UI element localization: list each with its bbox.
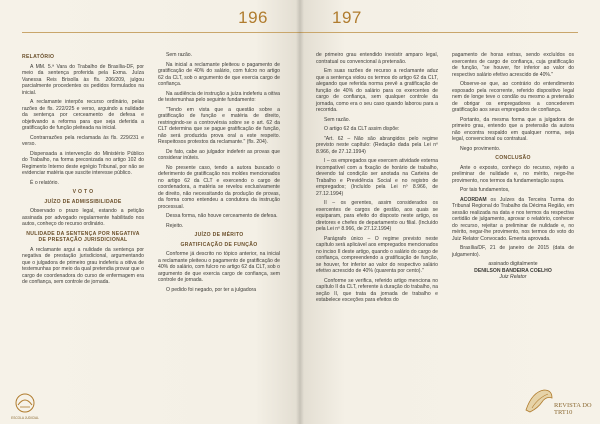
paragraph: De fato, cabe ao julgador indeferir as provas que considerar inúteis. (158, 148, 280, 161)
right-column-1 (316, 52, 438, 307)
heading-admissibilidade: JUÍZO DE ADMISSIBILIDADE (44, 198, 122, 205)
quote-paragraph: "Art. 62 – Não são abrangidos pelo regime previsto neste capítulo: (Redação dada pela Lei nº 8.966, de 27.12.1994) (316, 135, 438, 155)
page-number-left: 196 (238, 8, 268, 27)
paragraph: Nego provimento. (460, 145, 501, 152)
paragraph: Sem razão. (166, 52, 193, 58)
signature-name: DENILSON BANDEIRA COELHO (474, 267, 552, 274)
revista-trt10-logo-icon (522, 384, 556, 418)
paragraph: O artigo 62 da CLT assim dispõe: (324, 126, 400, 132)
signature-label: assinado digitalmente (488, 261, 538, 267)
paragraph: pagamento de horas extras, sendo excluídos os exercentes de cargo de confiança, cuja gratificação de função, "se houver, for inferior ao valor do respectivo salário efetivo acrescido de 40%." (452, 52, 574, 78)
signature-role: Juiz Relator (499, 274, 527, 280)
left-column-2 (158, 52, 280, 296)
paragraph: Observe-se que, ao contrário do entendimento esposado pela recorrente, referido dispositivo legal nem de longe teve o condão ou mesmo a pretensão de obrigar os empregadores a concederem gratificação aos seus empregados de confiança. (452, 81, 574, 113)
heading-gratificacao: GRATIFICAÇÃO DE FUNÇÃO (180, 241, 258, 248)
logo-caption: ESCOLA JUDICIAL (11, 416, 39, 420)
right-page (300, 0, 600, 424)
paragraph: Observado o prazo legal, estando a petição assinada por advogado regularmente habilitado nos autos, conheço do recurso ordinário. (22, 208, 144, 227)
quote-paragraph: "Tendo em vista que a questão sobre a gratificação de função e matéria de direito, restringindo-se a controvérsia sobre se o art. 62 da CLT determina que se pague gratificação de função, não será produzida prova oral a este respeito. Respeitosos protestos da reclamante." (fls. 204). (158, 106, 280, 145)
quote-paragraph: II – os gerentes, assim considerados os exercentes de cargos de gestão, aos quais se equiparam, para efeito do disposto neste artigo, os diretores e chefes de departamento ou filial. (Incluído pela Lei nº 8.966, de 27.12.1994) (316, 200, 438, 232)
paragraph: Contrarrazões pela reclamada às fls. 229/231 e verso. (22, 134, 144, 147)
heading-relatorio: RELATÓRIO (22, 54, 55, 60)
escola-judicial-logo-icon (14, 392, 36, 414)
paragraph: O pedido foi negado, por ter a julgadora (166, 286, 257, 293)
right-column-2 (452, 52, 574, 284)
paragraph: A reclamante interpôs recurso ordinário, pelas razões de fls. 222/225 e verso, arguindo a nulidade da sentença por cerceamento de defesa e objetivando a reforma para que seja deferida a gratificação de função pleiteada na inicial. (22, 99, 144, 131)
heading-voto: V O T O (72, 189, 94, 195)
paragraph: Na inicial a reclamante pleiteou o pagamento de gratificação de 40% do salário, com fulcro no artigo 62 da CLT, sob o argumento de que exercia cargo de confiança. (158, 61, 280, 87)
paragraph: A reclamante argui a nulidade da sentença por negativa de prestação jurisdicional, argumentando que o julgadora de primeiro grau indeferiu a oitiva de testemunhas por meio da qual pretendia provar que o cargo de coordenadora do curso de enfermagem era de confiança, sem controle de jornada. (22, 246, 144, 285)
heading-merito: JUÍZO DE MÉRITO (194, 232, 244, 238)
paragraph: No presente caso, tendo a autora buscado o deferimento de gratificação nos moldes mencionados no artigo 62 da CLT e exercendo o cargo de coordenadora, a matéria se revelou exclusivamente de direito, não necessitando da produção de provas, da forma como entendeu a condutora da instrução processual. (158, 164, 280, 210)
paragraph-acordam (452, 197, 574, 243)
paragraph: Ante o exposto, conheço do recurso, rejeito a preliminar de nulidade e, no mérito, nego-lhe provimento, nos termos da fundamentação supra. (452, 164, 574, 184)
heading-nulidade: NULIDADE DA SENTENÇA POR NEGATIVA DE PRESTAÇÃO JURISDICIONAL (26, 230, 140, 243)
paragraph: Rejeito. (166, 222, 184, 229)
revista-brand: REVISTA DO TRT10 (554, 402, 592, 416)
paragraph: Dessa forma, não houve cerceamento de defesa. (166, 213, 278, 219)
paragraph: Portanto, da mesma forma que a julgadora de primeiro grau, entendo que a pretensão da autora não encontra respaldo em qualquer norma, seja legal, convencional ou contratual. (452, 116, 574, 142)
acordam-text: os Juízes da Terceira Turma do Tribunal Regional do Trabalho da Décima Região, em sessão realizada na data e nos termos da respectiva certidão de julgamento, aprovar o relatório, conhecer do recurso, rejeitar a preliminar de nulidade e, no mérito, negar-lhe provimento, nos termos do voto do Juiz Relator Convocado. Ementa aprovada. (452, 196, 574, 242)
paragraph: Brasília/DF, 21 de janeiro de 2015 (data de julgamento). (452, 245, 574, 258)
gutter-shadow (296, 0, 304, 424)
paragraph: Na audiência de instrução a juíza indeferiu a oitiva de testemunhas pelo seguinte fundamento: (158, 90, 280, 103)
paragraph: Em suas razões de recurso a reclamante aduz que a sentença violou os termos do artigo 62 da CLT, alegando que referida norma prevê a gratificação de função de 40% do salário para os exercentes de cargo de confiança, sem qualquer controle da jornada, como era o seu caso quando laborou para a recorrida. (316, 68, 438, 113)
header-rule-right (300, 32, 578, 33)
page-number-right: 197 (332, 8, 362, 27)
paragraph: Sem razão. (324, 116, 351, 123)
paragraph: Por tais fundamentos, (460, 187, 510, 193)
quote-paragraph: I – os empregados que exercem atividade externa incompatível com a fixação de horário de trabalho, devendo tal condição ser anotada na Carteira de Trabalho e Previdência Social e no registro de empregados; (Incluído pela Lei nº 8.966, de 27.12.1994) (316, 158, 438, 197)
signature-block (452, 261, 574, 281)
quote-paragraph: Parágrafo único – O regime previsto neste capítulo será aplicável aos empregados mencionados no inciso II deste artigo, quando o salário do cargo de confiança, compreendendo a gratificação de função, se houver, for inferior ao valor do respectivo salário efetivo acrescido de 40% (quarenta por cento)." (316, 235, 438, 274)
left-column-1 (22, 52, 144, 289)
acordam-label: ACORDAM (460, 196, 487, 203)
header-rule-left (22, 32, 300, 33)
paragraph: A MM. 5.ª Vara do Trabalho de Brasília-DF, por meio da sentença proferida pela Exma. Juíza Vanessa Reis Brisolla às fls. 206/209, julgou parcialmente procedentes os pedidos formulados na inicial. (22, 63, 144, 96)
paragraph: Dispensada a intervenção do Ministério Público do Trabalho, na forma preconizada no artigo 102 do Regimento Interno deste egrégio Tribunal, por não se evidenciar matéria que suscite interesse público. (22, 150, 144, 176)
paragraph: É o relatório. (30, 179, 59, 186)
heading-conclusao: CONCLUSÃO (495, 155, 531, 161)
paragraph: Conforme se verifica, referido artigo menciona no capítulo II da CLT, referente à duração do trabalho, na seção II, que trata da jornada de trabalho e estabelece exceções para efeitos do (316, 277, 438, 303)
paragraph: Conforme já descrito no tópico anterior, na inicial a reclamante pleiteou o pagamento de gratificação de 40% do salário, com fulcro no artigo 62 da CLT, sob o argumento de que exercia cargo de confiança, sem controle de jornada. (158, 251, 280, 283)
paragraph: de primeiro grau entendido inexistir amparo legal, contratual ou convencional à pretensão. (316, 52, 438, 65)
